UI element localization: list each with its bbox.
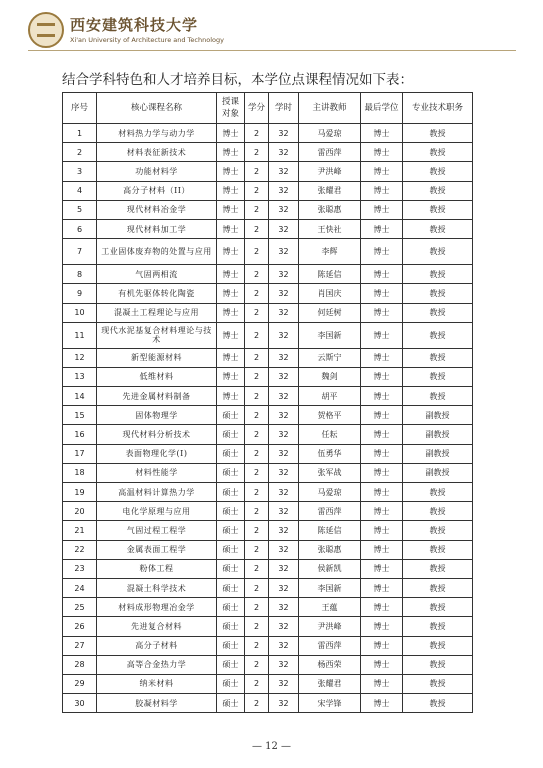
- table-cell: 教授: [403, 143, 473, 162]
- table-cell: 博士: [217, 303, 245, 322]
- column-header: 专业技术职务: [403, 93, 473, 124]
- table-cell: 李国新: [299, 578, 361, 597]
- table-cell: 博士: [361, 219, 403, 238]
- table-cell: 博士: [217, 348, 245, 367]
- column-header: 主讲教师: [299, 93, 361, 124]
- table-cell: 教授: [403, 483, 473, 502]
- column-header: 序号: [63, 93, 97, 124]
- table-cell: 2: [245, 387, 269, 406]
- page-number: — 12 —: [251, 741, 292, 752]
- table-cell: 博士: [361, 578, 403, 597]
- table-cell: 博士: [361, 502, 403, 521]
- table-cell: 博士: [361, 559, 403, 578]
- table-cell: 电化学原理与应用: [97, 502, 217, 521]
- table-cell: 10: [63, 303, 97, 322]
- table-cell: 现代材料加工学: [97, 219, 217, 238]
- table-cell: 博士: [361, 444, 403, 463]
- table-row: [63, 124, 473, 143]
- table-cell: 博士: [217, 322, 245, 348]
- table-cell: 教授: [403, 200, 473, 219]
- table-cell: 2: [63, 143, 97, 162]
- table-cell: 32: [269, 598, 299, 617]
- table-cell: 2: [245, 303, 269, 322]
- table-cell: 硕士: [217, 425, 245, 444]
- table-cell: 胶凝材料学: [97, 694, 217, 713]
- table-cell: 2: [245, 502, 269, 521]
- table-cell: 32: [269, 162, 299, 181]
- table-cell: 32: [269, 124, 299, 143]
- table-cell: 博士: [361, 425, 403, 444]
- table-cell: 22: [63, 540, 97, 559]
- table-cell: 陈延信: [299, 521, 361, 540]
- table-cell: 13: [63, 367, 97, 386]
- table-cell: 教授: [403, 502, 473, 521]
- table-cell: 教授: [403, 540, 473, 559]
- table-cell: 教授: [403, 694, 473, 713]
- table-cell: 雷西萍: [299, 502, 361, 521]
- table-cell: 32: [269, 303, 299, 322]
- table-cell: 侯新凯: [299, 559, 361, 578]
- table-cell: 2: [245, 219, 269, 238]
- table-cell: 任耘: [299, 425, 361, 444]
- table-cell: 硕士: [217, 578, 245, 597]
- table-cell: 6: [63, 219, 97, 238]
- table-cell: 教授: [403, 521, 473, 540]
- table-cell: 有机先驱体转化陶瓷: [97, 284, 217, 303]
- table-cell: 博士: [361, 162, 403, 181]
- course-table: [62, 92, 473, 713]
- table-cell: 2: [245, 322, 269, 348]
- table-cell: 博士: [217, 239, 245, 265]
- table-row: [63, 265, 473, 284]
- table-cell: 4: [63, 181, 97, 200]
- table-row: [63, 521, 473, 540]
- table-cell: 博士: [361, 143, 403, 162]
- table-cell: 2: [245, 559, 269, 578]
- table-body: [63, 124, 473, 713]
- table-cell: 硕士: [217, 694, 245, 713]
- table-cell: 张耀君: [299, 181, 361, 200]
- table-cell: 硕士: [217, 444, 245, 463]
- table-cell: 2: [245, 367, 269, 386]
- table-cell: 32: [269, 367, 299, 386]
- table-cell: 副教授: [403, 463, 473, 482]
- table-cell: 硕士: [217, 617, 245, 636]
- table-cell: 雷西萍: [299, 636, 361, 655]
- table-row: [63, 162, 473, 181]
- table-cell: 32: [269, 617, 299, 636]
- table-cell: 张聪惠: [299, 540, 361, 559]
- table-cell: 尹洪峰: [299, 617, 361, 636]
- table-cell: 马爱琼: [299, 124, 361, 143]
- table-cell: 32: [269, 348, 299, 367]
- table-cell: 王蕴: [299, 598, 361, 617]
- table-row: [63, 674, 473, 693]
- university-name-en: Xi'an University of Architecture and Technology: [70, 36, 224, 44]
- table-cell: 教授: [403, 265, 473, 284]
- table-cell: 先进金属材料制备: [97, 387, 217, 406]
- table-row: [63, 502, 473, 521]
- table-cell: 32: [269, 265, 299, 284]
- table-cell: 硕士: [217, 483, 245, 502]
- table-cell: 博士: [361, 674, 403, 693]
- table-row: [63, 387, 473, 406]
- table-cell: 2: [245, 617, 269, 636]
- header-divider: [28, 50, 516, 51]
- table-cell: 宋学锋: [299, 694, 361, 713]
- table-cell: 现代材料冶金学: [97, 200, 217, 219]
- table-cell: 硕士: [217, 406, 245, 425]
- university-logo-icon: [28, 12, 64, 48]
- table-cell: 教授: [403, 322, 473, 348]
- table-cell: 2: [245, 162, 269, 181]
- table-cell: 2: [245, 200, 269, 219]
- table-cell: 功能材料学: [97, 162, 217, 181]
- table-cell: 2: [245, 655, 269, 674]
- table-cell: 博士: [361, 387, 403, 406]
- table-row: [63, 322, 473, 348]
- table-cell: 纳米材料: [97, 674, 217, 693]
- table-cell: 教授: [403, 284, 473, 303]
- table-row: [63, 406, 473, 425]
- table-row: [63, 367, 473, 386]
- table-cell: 新型能源材料: [97, 348, 217, 367]
- table-cell: 24: [63, 578, 97, 597]
- table-cell: 先进复合材料: [97, 617, 217, 636]
- table-cell: 32: [269, 425, 299, 444]
- table-cell: 副教授: [403, 425, 473, 444]
- table-cell: 32: [269, 540, 299, 559]
- table-row: [63, 655, 473, 674]
- table-cell: 云斯宁: [299, 348, 361, 367]
- table-cell: 2: [245, 578, 269, 597]
- table-cell: 2: [245, 425, 269, 444]
- table-cell: 博士: [217, 162, 245, 181]
- column-header: 学时: [269, 93, 299, 124]
- table-cell: 32: [269, 200, 299, 219]
- table-cell: 32: [269, 181, 299, 200]
- table-cell: 32: [269, 694, 299, 713]
- table-cell: 32: [269, 502, 299, 521]
- table-cell: 材料成形物理冶金学: [97, 598, 217, 617]
- table-cell: 博士: [217, 181, 245, 200]
- table-cell: 副教授: [403, 406, 473, 425]
- table-cell: 硕士: [217, 540, 245, 559]
- table-cell: 博士: [361, 540, 403, 559]
- table-cell: 2: [245, 406, 269, 425]
- table-cell: 32: [269, 387, 299, 406]
- table-cell: 高分子材料（II）: [97, 181, 217, 200]
- table-cell: 表面物理化学(I): [97, 444, 217, 463]
- table-cell: 尹洪峰: [299, 162, 361, 181]
- table-cell: 2: [245, 521, 269, 540]
- table-cell: 博士: [361, 239, 403, 265]
- table-cell: 教授: [403, 387, 473, 406]
- table-cell: 32: [269, 521, 299, 540]
- column-header: 授课对象: [217, 93, 245, 124]
- table-cell: 贺格平: [299, 406, 361, 425]
- university-name-cn: 西安建筑科技大学: [70, 16, 199, 34]
- table-row: [63, 425, 473, 444]
- table-cell: 粉体工程: [97, 559, 217, 578]
- table-cell: 材料热力学与动力学: [97, 124, 217, 143]
- table-cell: 博士: [361, 181, 403, 200]
- table-cell: 14: [63, 387, 97, 406]
- table-cell: 教授: [403, 181, 473, 200]
- table-cell: 硕士: [217, 502, 245, 521]
- table-cell: 气固过程工程学: [97, 521, 217, 540]
- table-row: [63, 303, 473, 322]
- table-row: [63, 284, 473, 303]
- table-cell: 博士: [361, 265, 403, 284]
- table-cell: 博士: [361, 483, 403, 502]
- table-cell: 伍勇华: [299, 444, 361, 463]
- table-row: [63, 463, 473, 482]
- table-cell: 高分子材料: [97, 636, 217, 655]
- table-cell: 32: [269, 406, 299, 425]
- table-cell: 教授: [403, 655, 473, 674]
- table-cell: 2: [245, 674, 269, 693]
- table-cell: 32: [269, 322, 299, 348]
- table-cell: 博士: [361, 284, 403, 303]
- table-cell: 15: [63, 406, 97, 425]
- table-cell: 教授: [403, 617, 473, 636]
- table-row: [63, 239, 473, 265]
- table-cell: 5: [63, 200, 97, 219]
- table-cell: 18: [63, 463, 97, 482]
- table-cell: 32: [269, 219, 299, 238]
- table-row: [63, 598, 473, 617]
- table-header-row: [63, 93, 473, 124]
- table-cell: 教授: [403, 219, 473, 238]
- table-cell: 王快社: [299, 219, 361, 238]
- table-row: [63, 181, 473, 200]
- table-cell: 博士: [217, 219, 245, 238]
- table-cell: 17: [63, 444, 97, 463]
- table-cell: 博士: [217, 284, 245, 303]
- table-cell: 博士: [217, 124, 245, 143]
- table-cell: 现代水泥基复合材料理论与技术: [97, 322, 217, 348]
- table-cell: 张聪惠: [299, 200, 361, 219]
- table-cell: 教授: [403, 124, 473, 143]
- table-row: [63, 348, 473, 367]
- table-cell: 博士: [217, 367, 245, 386]
- table-cell: 32: [269, 143, 299, 162]
- table-cell: 教授: [403, 674, 473, 693]
- table-cell: 32: [269, 636, 299, 655]
- table-row: [63, 444, 473, 463]
- intro-text: 结合学科特色和人才培养目标，本学位点课程情况如下表：: [62, 72, 413, 88]
- table-cell: 博士: [361, 463, 403, 482]
- table-cell: 2: [245, 444, 269, 463]
- table-cell: 博士: [361, 124, 403, 143]
- column-header: 最后学位: [361, 93, 403, 124]
- table-cell: 工业固体废弃物的处置与应用: [97, 239, 217, 265]
- table-cell: 混凝土科学技术: [97, 578, 217, 597]
- table-cell: 16: [63, 425, 97, 444]
- table-cell: 硕士: [217, 598, 245, 617]
- table-cell: 2: [245, 598, 269, 617]
- table-cell: 博士: [217, 387, 245, 406]
- table-cell: 2: [245, 124, 269, 143]
- table-cell: 21: [63, 521, 97, 540]
- column-header: 核心课程名称: [97, 93, 217, 124]
- table-cell: 25: [63, 598, 97, 617]
- table-cell: 2: [245, 463, 269, 482]
- table-cell: 9: [63, 284, 97, 303]
- table-cell: 教授: [403, 636, 473, 655]
- table-cell: 博士: [217, 143, 245, 162]
- table-row: [63, 636, 473, 655]
- table-cell: 2: [245, 239, 269, 265]
- table-cell: 教授: [403, 162, 473, 181]
- table-cell: 7: [63, 239, 97, 265]
- table-cell: 32: [269, 239, 299, 265]
- table-cell: 教授: [403, 559, 473, 578]
- table-cell: 博士: [361, 303, 403, 322]
- table-cell: 20: [63, 502, 97, 521]
- table-cell: 博士: [361, 521, 403, 540]
- table-cell: 博士: [217, 200, 245, 219]
- table-cell: 2: [245, 483, 269, 502]
- table-cell: 博士: [361, 406, 403, 425]
- table-cell: 2: [245, 284, 269, 303]
- table-cell: 教授: [403, 348, 473, 367]
- table-cell: 教授: [403, 367, 473, 386]
- table-cell: 博士: [361, 598, 403, 617]
- table-cell: 何廷树: [299, 303, 361, 322]
- table-cell: 8: [63, 265, 97, 284]
- table-cell: 2: [245, 181, 269, 200]
- table-cell: 28: [63, 655, 97, 674]
- table-cell: 金属表面工程学: [97, 540, 217, 559]
- table-cell: 2: [245, 348, 269, 367]
- table-cell: 32: [269, 483, 299, 502]
- table-cell: 硕士: [217, 463, 245, 482]
- table-cell: 张耀君: [299, 674, 361, 693]
- table-row: [63, 143, 473, 162]
- table-cell: 固体物理学: [97, 406, 217, 425]
- table-cell: 硕士: [217, 636, 245, 655]
- table-cell: 博士: [361, 655, 403, 674]
- table-cell: 李辉: [299, 239, 361, 265]
- table-cell: 混凝土工程理论与应用: [97, 303, 217, 322]
- table-cell: 12: [63, 348, 97, 367]
- table-cell: 32: [269, 284, 299, 303]
- table-cell: 现代材料分析技术: [97, 425, 217, 444]
- table-cell: 硕士: [217, 559, 245, 578]
- table-cell: 博士: [361, 322, 403, 348]
- table-cell: 杨西荣: [299, 655, 361, 674]
- table-cell: 气固两相流: [97, 265, 217, 284]
- table-cell: 27: [63, 636, 97, 655]
- table-cell: 2: [245, 636, 269, 655]
- table-row: [63, 200, 473, 219]
- table-cell: 博士: [361, 617, 403, 636]
- table-cell: 材料表征新技术: [97, 143, 217, 162]
- table-cell: 博士: [217, 265, 245, 284]
- table-cell: 教授: [403, 239, 473, 265]
- table-cell: 32: [269, 463, 299, 482]
- table-cell: 32: [269, 444, 299, 463]
- table-cell: 19: [63, 483, 97, 502]
- table-cell: 李国新: [299, 322, 361, 348]
- table-cell: 博士: [361, 200, 403, 219]
- table-cell: 硕士: [217, 655, 245, 674]
- table-cell: 高温材料计算热力学: [97, 483, 217, 502]
- column-header: 学分: [245, 93, 269, 124]
- table-cell: 23: [63, 559, 97, 578]
- table-cell: 2: [245, 265, 269, 284]
- table-cell: 2: [245, 143, 269, 162]
- table-cell: 硕士: [217, 674, 245, 693]
- table-cell: 高等合金热力学: [97, 655, 217, 674]
- table-cell: 硕士: [217, 521, 245, 540]
- table-cell: 陈延信: [299, 265, 361, 284]
- table-cell: 32: [269, 655, 299, 674]
- table-cell: 副教授: [403, 444, 473, 463]
- table-cell: 32: [269, 674, 299, 693]
- table-row: [63, 617, 473, 636]
- table-cell: 2: [245, 540, 269, 559]
- table-cell: 教授: [403, 598, 473, 617]
- table-cell: 29: [63, 674, 97, 693]
- table-cell: 32: [269, 559, 299, 578]
- table-cell: 博士: [361, 636, 403, 655]
- table-cell: 30: [63, 694, 97, 713]
- table-cell: 肖国庆: [299, 284, 361, 303]
- table-row: [63, 694, 473, 713]
- table-cell: 教授: [403, 303, 473, 322]
- table-row: [63, 578, 473, 597]
- table-cell: 魏剑: [299, 367, 361, 386]
- table-row: [63, 540, 473, 559]
- table-cell: 马爱琼: [299, 483, 361, 502]
- table-cell: 26: [63, 617, 97, 636]
- table-cell: 博士: [361, 367, 403, 386]
- table-cell: 3: [63, 162, 97, 181]
- table-cell: 博士: [361, 694, 403, 713]
- table-cell: 2: [245, 694, 269, 713]
- table-cell: 博士: [361, 348, 403, 367]
- table-cell: 胡平: [299, 387, 361, 406]
- table-cell: 雷西萍: [299, 143, 361, 162]
- table-cell: 低维材料: [97, 367, 217, 386]
- table-cell: 32: [269, 578, 299, 597]
- table-row: [63, 483, 473, 502]
- table-row: [63, 219, 473, 238]
- table-cell: 张军战: [299, 463, 361, 482]
- table-row: [63, 559, 473, 578]
- table-cell: 材料性能学: [97, 463, 217, 482]
- table-cell: 11: [63, 322, 97, 348]
- table-cell: 1: [63, 124, 97, 143]
- table-cell: 教授: [403, 578, 473, 597]
